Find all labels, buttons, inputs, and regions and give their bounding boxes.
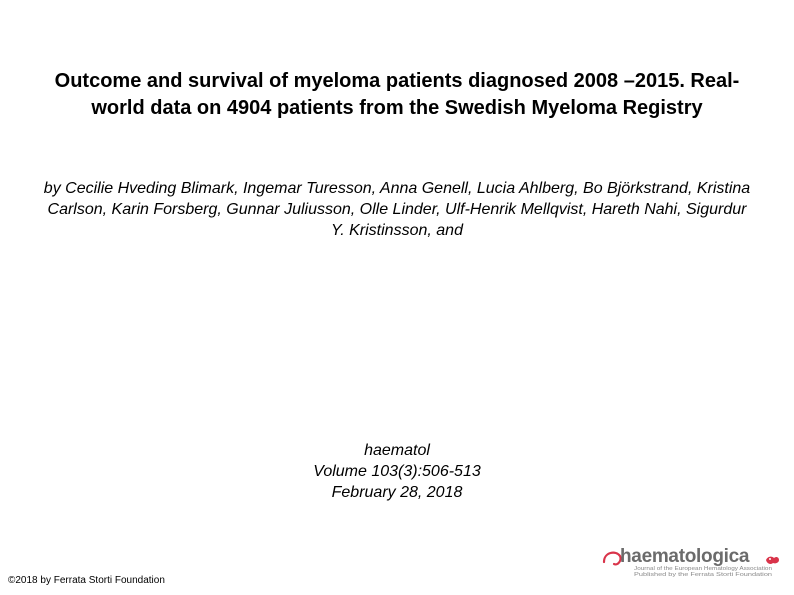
- logo-swirl-icon: [604, 553, 621, 565]
- logo-wordmark: haematologica: [620, 546, 750, 567]
- ferrata-storti-emblem-icon: [766, 557, 779, 564]
- copyright-notice: ©2018 by Ferrata Storti Foundation: [8, 575, 165, 586]
- author-list: by Cecilie Hveding Blimark, Ingemar Turesson, Anna Genell, Lucia Ahlberg, Bo Björkstrand, Kristina Carlson, Karin Forsberg, Gunnar Juliusson, Olle Linder, Ulf-Henrik Mellqvist, Hareth Nahi, Sigurdur Y. Kristinsson, and: [43, 180, 751, 239]
- journal-name: haematol: [364, 442, 430, 459]
- logo-tagline-2: Published by the Ferrata Storti Foundation: [634, 572, 773, 578]
- article-title: Outcome and survival of myeloma patients diagnosed 2008 –2015. Real-world data on 4904 patients from the Swedish Myeloma Registry: [54, 70, 740, 119]
- haematologica-logo: [600, 540, 780, 580]
- citation-block: [200, 440, 594, 503]
- logo-tagline-1: Journal of the European Hematology Association: [634, 566, 773, 572]
- volume-pages: Volume 103(3):506-513: [313, 463, 481, 480]
- publication-date: February 28, 2018: [331, 484, 463, 501]
